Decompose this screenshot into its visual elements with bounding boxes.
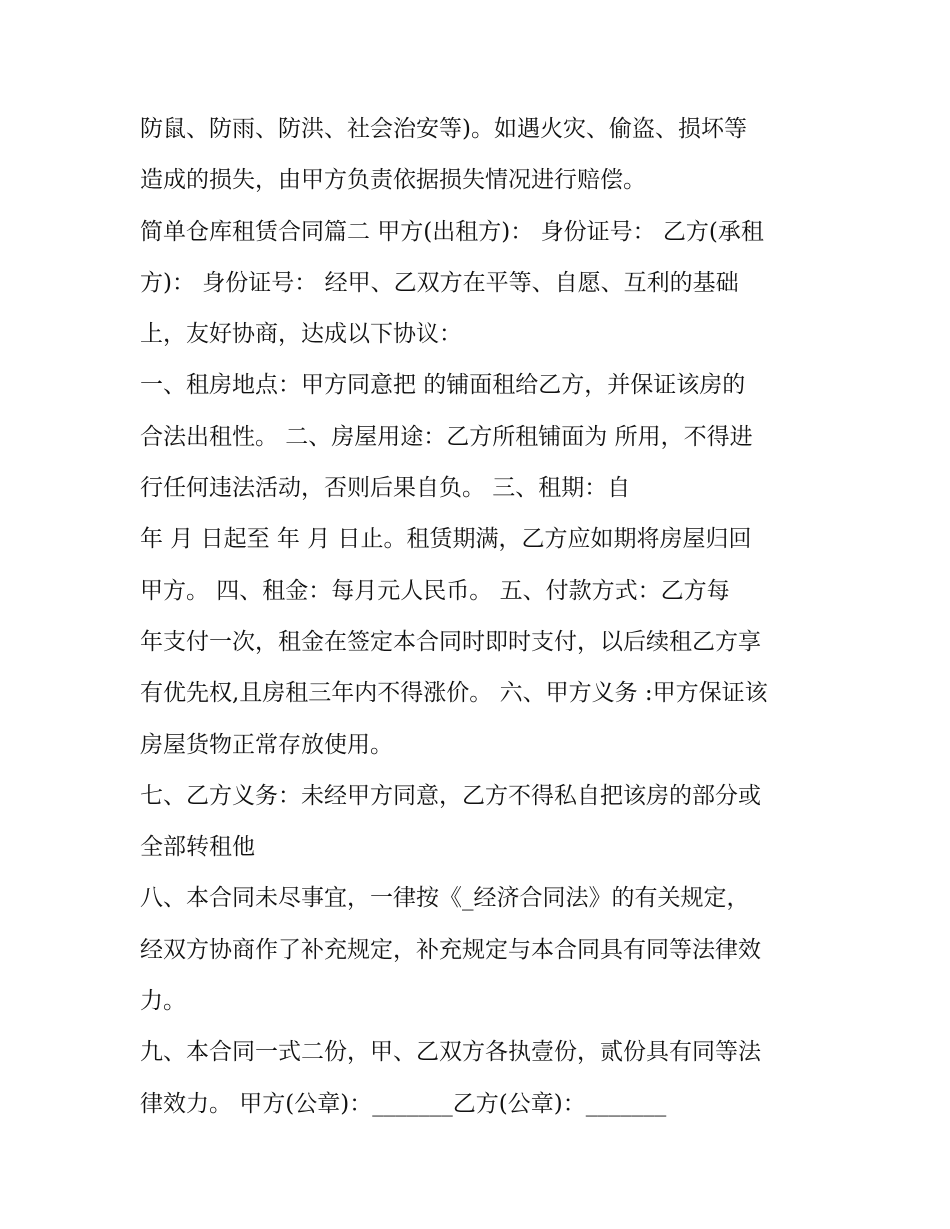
text-line: 有优先权,且房租三年内不得涨价。 六、甲方义务 :甲方保证该 bbox=[140, 680, 768, 707]
text-line: 八、本合同未尽事宜，一律按《_经济合同法》的有关规定， bbox=[140, 885, 750, 912]
text-line: 上，友好协商，达成以下协议： bbox=[140, 321, 462, 348]
document-body bbox=[140, 108, 830, 1134]
text-line: 年 月 日起至 年 月 日止。租赁期满，乙方应如期将房屋归回 bbox=[140, 526, 752, 553]
text-line: 简单仓库租赁合同篇二 甲方(出租方)： 身份证号： 乙方(承租 bbox=[140, 218, 764, 245]
text-line: 律效力。 甲方(公章)：_______乙方(公章)：_______ bbox=[140, 1090, 667, 1117]
text-line: 行任何违法活动，否则后果自负。 三、租期：自 bbox=[140, 475, 631, 502]
text-line: 造成的损失，由甲方负责依据损失情况进行赔偿。 bbox=[140, 167, 646, 194]
text-line: 合法出租性。 二、房屋用途：乙方所租铺面为 所用，不得进 bbox=[140, 423, 753, 450]
text-line: 防鼠、防雨、防洪、社会治安等)。如遇火灾、偷盗、损坏等 bbox=[140, 116, 747, 142]
text-line: 九、本合同一式二份，甲、乙双方各执壹份，贰份具有同等法 bbox=[140, 1039, 761, 1066]
text-line: 力。 bbox=[140, 988, 186, 1015]
text-line: 方)： 身份证号： 经甲、乙双方在平等、自愿、互利的基础 bbox=[140, 269, 739, 296]
text-line: 房屋货物正常存放使用。 bbox=[140, 731, 393, 758]
text-line: 经双方协商作了补充规定，补充规定与本合同具有同等法律效 bbox=[140, 936, 761, 963]
text-line: 年支付一次，租金在签定本合同时即时支付，以后续租乙方享 bbox=[140, 628, 761, 655]
text-line: 甲方。 四、租金：每月元人民币。 五、付款方式：乙方每 bbox=[140, 577, 730, 604]
text-line: 全部转租他 bbox=[140, 834, 255, 861]
text-line: 七、乙方义务：未经甲方同意，乙方不得私自把该房的部分或 bbox=[140, 782, 761, 809]
text-line: 一、租房地点：甲方同意把 的铺面租给乙方，并保证该房的 bbox=[140, 372, 746, 399]
